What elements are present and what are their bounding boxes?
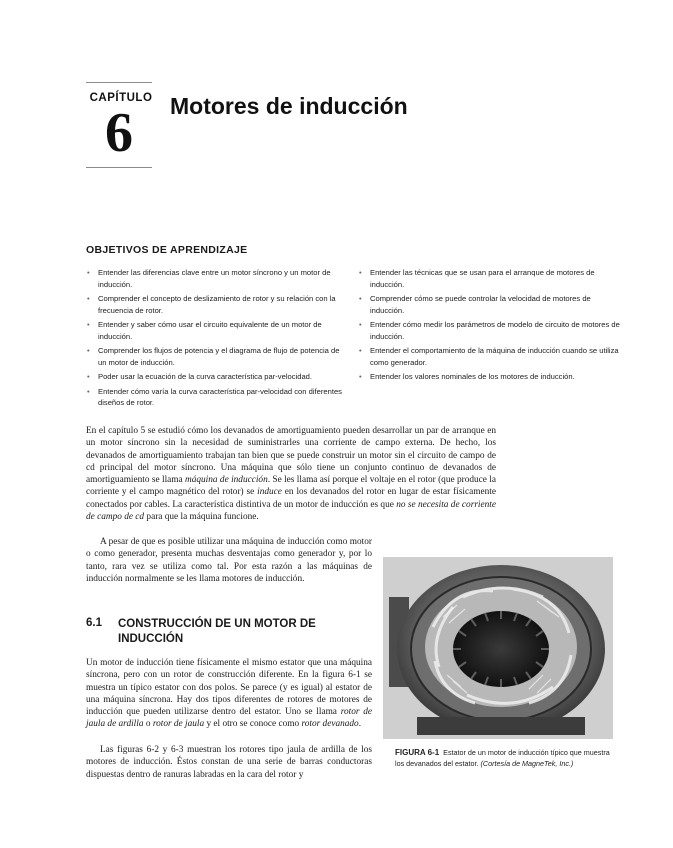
chapter-top-rule xyxy=(86,82,152,83)
bullet-icon: • xyxy=(87,294,90,303)
figure-caption xyxy=(395,748,617,769)
stator-base xyxy=(417,717,585,735)
bullet-icon: • xyxy=(359,346,362,355)
term-rotor-devanado: rotor devanado xyxy=(301,719,359,730)
section-title: CONSTRUCCIÓN DE UN MOTOR DE INDUCCIÓN xyxy=(118,618,316,645)
bullet-icon: • xyxy=(87,386,90,396)
objective-item: • Comprender el concepto de deslizamiento de rotor y su relación con la frecuencia de rotor. xyxy=(87,294,336,315)
objective-item: • Entender cómo varía la curva característica par-velocidad con diferentes diseños de rotor. xyxy=(87,386,342,407)
term-jaula-ardilla: rotor de jaula de ardilla xyxy=(86,707,372,730)
objectives-list-right xyxy=(358,267,620,386)
objective-item: • Poder usar la ecuación de la curva característica par-velocidad. xyxy=(87,372,313,381)
term-no-corriente-cd: no se necesita de corriente de campo de cd xyxy=(86,499,497,523)
objective-item: • Entender cómo medir los parámetros de modelo de circuito de motores de inducción. xyxy=(359,320,620,341)
objective-item: • Entender los valores nominales de los motores de inducción. xyxy=(359,372,575,381)
bullet-icon: • xyxy=(359,294,362,303)
objective-item: • Entender y saber cómo usar el circuito equivalente de un motor de inducción. xyxy=(87,320,322,341)
objective-item: • Entender el comportamiento de la máquina de inducción cuando se utiliza como generador. xyxy=(359,346,619,367)
figure-label: FIGURA 6-1 xyxy=(395,748,440,757)
figure-credit: (Cortesía de MagneTek, Inc.) xyxy=(480,758,574,768)
bullet-icon: • xyxy=(87,346,90,355)
objective-item: • Comprender los flujos de potencia y el diagrama de flujo de potencia de un motor de inducción. xyxy=(87,346,340,367)
intro-paragraph: En el capítulo 5 se estudió cómo los devanados de amortiguamiento pueden desarrollar un par de arranque en un motor síncrono sin la necesidad de suministrarles una corriente de campo externa. De hecho, los devanados de amortiguamiento trabajan tan bien que se puede construir un motor sin el circuito de campo de cd principal del motor síncrono. Una máquina que sólo tiene un conjunto continuo de devanados de amortiguamiento se llama máquina de inducción. Se les llama así porque el voltaje en el rotor (que produce la corriente y el campo magnético del rotor) se induce en los devanados del rotor en lugar de estar físicamente conectados por cables. La característica distintiva de un motor de inducción es que no se necesita de corriente de campo de cd para que la máquina funcione. xyxy=(86,426,497,523)
term-maquina-induccion: máquina de inducción xyxy=(185,475,268,486)
stator-illustration xyxy=(383,557,613,739)
stator-photo xyxy=(383,557,613,739)
generator-paragraph: A pesar de que es posible utilizar una máquina de inducción como motor o como generador, presenta muchas desventajas como generador y, por lo tanto, rara vez se utiliza como tal. Por esta razón a las máquinas de inducción normalmente se les llama motores de inducción. xyxy=(86,537,372,584)
chapter-bottom-rule xyxy=(86,167,152,168)
objectives-list-left xyxy=(86,267,348,412)
rotor-bore xyxy=(453,611,549,687)
objectives-heading: OBJETIVOS DE APRENDIZAJE xyxy=(86,244,248,256)
bullet-icon: • xyxy=(87,320,90,329)
bullet-icon: • xyxy=(359,268,362,277)
objective-item: • Entender las técnicas que se usan para el arranque de motores de inducción. xyxy=(359,268,595,289)
bullet-icon: • xyxy=(87,372,90,381)
chapter-title: Motores de inducción xyxy=(170,93,408,119)
bullet-icon: • xyxy=(87,268,90,277)
construction-paragraph: Un motor de inducción tiene físicamente el mismo estator que una máquina síncrona, pero con un rotor de construcción diferente. En la figura 6-1 se muestra un típico estator con dos polos. Se parece (y es igual) al estator de una máquina síncrona. Hay dos tipos diferentes de rotores de motores de inducción que pueden utilizarse dentro del estator. Uno se llama rotor de jaula de ardilla o rotor de jaula y el otro se conoce como rotor devanado. xyxy=(86,658,372,730)
term-rotor-jaula: rotor de jaula xyxy=(152,719,205,730)
section-number: 6.1 xyxy=(86,617,102,629)
objective-item: • Entender las diferencias clave entre un motor síncrono y un motor de inducción. xyxy=(87,268,331,289)
chapter-number: 6 xyxy=(105,102,133,164)
rotor-figures-paragraph: Las figuras 6-2 y 6-3 muestran los rotores tipo jaula de ardilla de los motores de inducción. Éstos constan de una serie de barras conductoras dispuestas dentro de ranuras labradas en la cara del rotor y xyxy=(86,745,372,780)
objective-item: • Comprender cómo se puede controlar la velocidad de motores de inducción. xyxy=(359,294,591,315)
bullet-icon: • xyxy=(359,372,362,381)
chapter-label: CAPÍTULO xyxy=(89,92,153,104)
figure-caption-text: Estator de un motor de inducción típico que muestra los devanados del estator. xyxy=(395,748,610,768)
term-induce: induce xyxy=(257,487,282,498)
bullet-icon: • xyxy=(359,320,362,329)
